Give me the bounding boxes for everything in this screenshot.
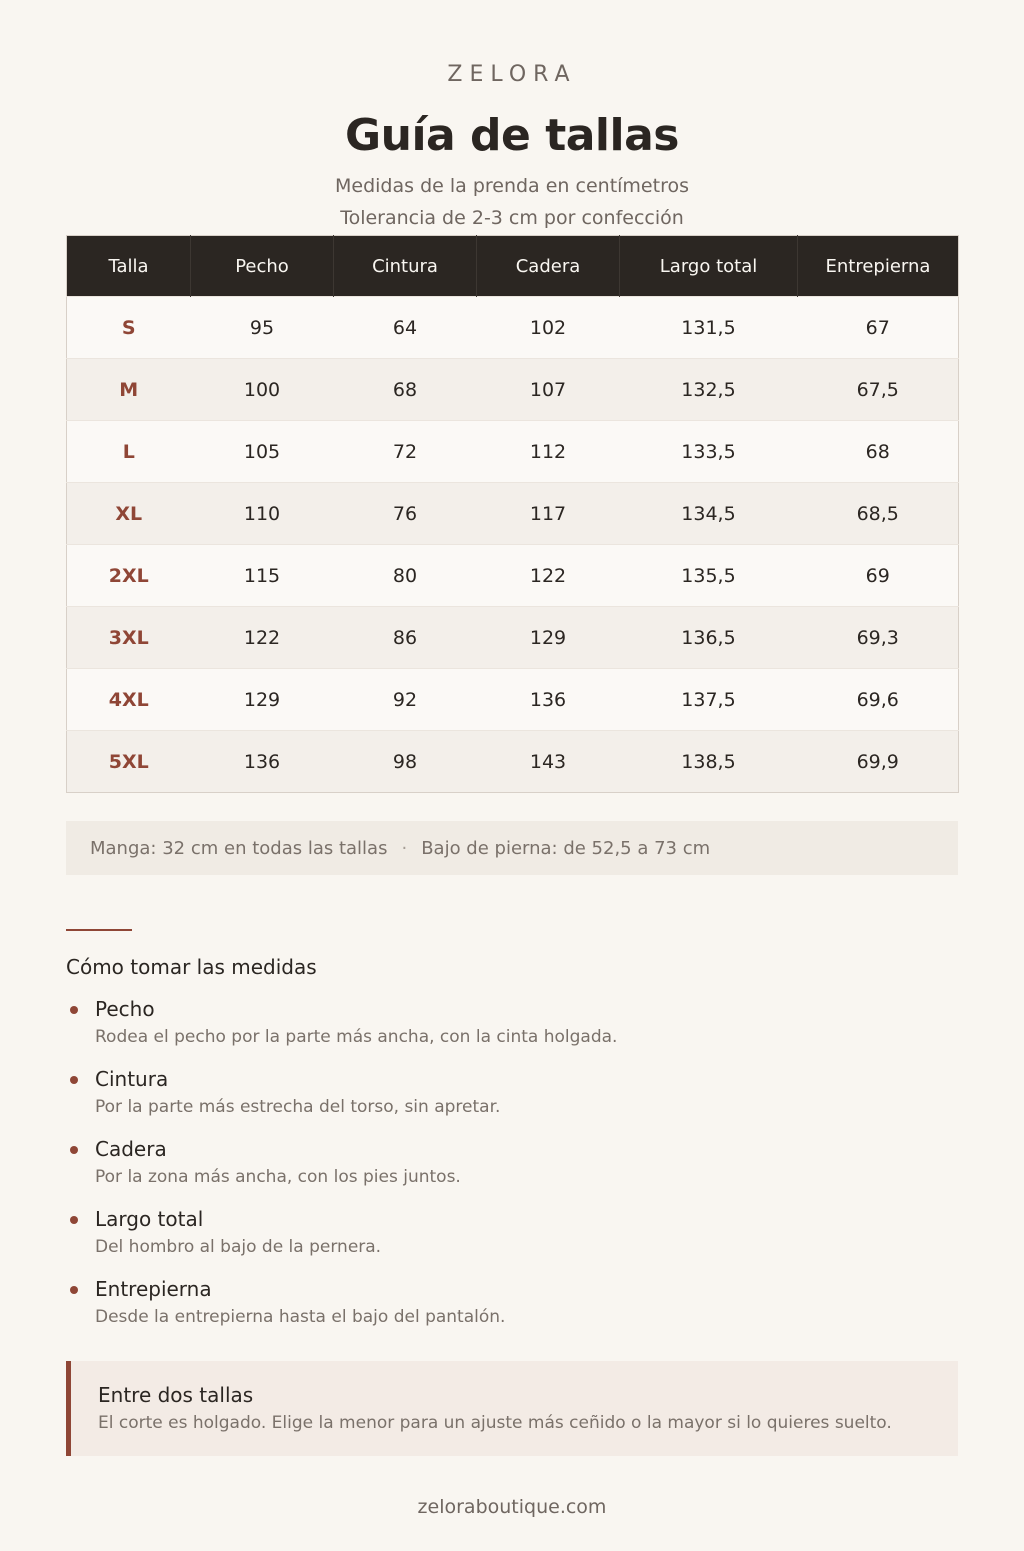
list-item	[66, 997, 958, 1067]
step-description: Rodea el pecho por la parte más ancha, con la cinta holgada.	[95, 1027, 618, 1047]
table-row	[67, 297, 959, 359]
sleeve-note: Manga: 32 cm en todas las tallas	[90, 837, 388, 859]
subtitle-units: Medidas de la prenda en centímetros	[335, 175, 689, 197]
size-table	[66, 235, 959, 793]
table-row	[67, 545, 959, 607]
brand-name: ZELORA	[447, 62, 577, 87]
section-divider	[66, 929, 132, 931]
header-largo-total: Largo total	[620, 236, 798, 297]
table-cell: 102	[477, 297, 620, 359]
table-cell: 86	[334, 607, 477, 669]
table-cell: 115	[191, 545, 334, 607]
list-item	[66, 1137, 958, 1207]
page-title: Guía de tallas	[345, 110, 679, 161]
table-cell: 129	[191, 669, 334, 731]
bullet-icon	[70, 1076, 78, 1084]
table-cell: 122	[477, 545, 620, 607]
table-cell: 135,5	[620, 545, 798, 607]
table-cell: 112	[477, 421, 620, 483]
bullet-icon	[70, 1216, 78, 1224]
table-cell: 69,6	[798, 669, 959, 731]
table-cell: 129	[477, 607, 620, 669]
note-separator: ·	[401, 837, 408, 859]
footer-website[interactable]: zeloraboutique.com	[417, 1496, 607, 1518]
table-cell: 122	[191, 607, 334, 669]
callout-text: El corte es holgado. Elige la menor para un ajuste más ceñido o la mayor si lo quieres suelto.	[98, 1413, 892, 1433]
table-cell: 138,5	[620, 731, 798, 793]
step-description: Por la parte más estrecha del torso, sin apretar.	[95, 1097, 501, 1117]
bullet-icon	[70, 1006, 78, 1014]
howto-title: Cómo tomar las medidas	[66, 955, 317, 979]
step-title: Cintura	[95, 1067, 169, 1091]
table-cell: 80	[334, 545, 477, 607]
howto-list	[66, 997, 958, 1347]
table-header-row	[67, 236, 959, 297]
table-cell: 92	[334, 669, 477, 731]
table-cell: 143	[477, 731, 620, 793]
table-cell: 64	[334, 297, 477, 359]
table-cell: 76	[334, 483, 477, 545]
table-cell: 68,5	[798, 483, 959, 545]
step-title: Largo total	[95, 1207, 204, 1231]
size-cell: 2XL	[67, 545, 191, 607]
table-row	[67, 421, 959, 483]
list-item	[66, 1067, 958, 1137]
table-cell: 137,5	[620, 669, 798, 731]
callout-title: Entre dos tallas	[98, 1383, 254, 1407]
size-cell: M	[67, 359, 191, 421]
list-item	[66, 1207, 958, 1277]
step-description: Desde la entrepierna hasta el bajo del pantalón.	[95, 1307, 506, 1327]
table-row	[67, 483, 959, 545]
table-cell: 107	[477, 359, 620, 421]
table-cell: 69,3	[798, 607, 959, 669]
table-cell: 69,9	[798, 731, 959, 793]
table-cell: 136,5	[620, 607, 798, 669]
size-cell: L	[67, 421, 191, 483]
table-row	[67, 359, 959, 421]
table-cell: 72	[334, 421, 477, 483]
bullet-icon	[70, 1146, 78, 1154]
step-title: Entrepierna	[95, 1277, 212, 1301]
table-cell: 105	[191, 421, 334, 483]
table-cell: 131,5	[620, 297, 798, 359]
table-cell: 69	[798, 545, 959, 607]
size-cell: 3XL	[67, 607, 191, 669]
table-cell: 67,5	[798, 359, 959, 421]
size-cell: 4XL	[67, 669, 191, 731]
header-cintura: Cintura	[334, 236, 477, 297]
size-cell: XL	[67, 483, 191, 545]
table-cell: 134,5	[620, 483, 798, 545]
between-sizes-callout	[66, 1361, 958, 1456]
list-item	[66, 1277, 958, 1347]
table-row	[67, 669, 959, 731]
header-talla: Talla	[67, 236, 191, 297]
table-cell: 95	[191, 297, 334, 359]
bullet-icon	[70, 1286, 78, 1294]
measurement-note	[66, 821, 958, 875]
table-row	[67, 731, 959, 793]
table-cell: 68	[334, 359, 477, 421]
table-cell: 110	[191, 483, 334, 545]
step-title: Cadera	[95, 1137, 167, 1161]
header-pecho: Pecho	[191, 236, 334, 297]
step-description: Del hombro al bajo de la pernera.	[95, 1237, 382, 1257]
table-cell: 98	[334, 731, 477, 793]
subtitle-tolerance: Tolerancia de 2-3 cm por confección	[340, 207, 684, 229]
table-cell: 136	[191, 731, 334, 793]
size-cell: S	[67, 297, 191, 359]
header-entrepierna: Entrepierna	[798, 236, 959, 297]
table-cell: 68	[798, 421, 959, 483]
table-cell: 136	[477, 669, 620, 731]
header-cadera: Cadera	[477, 236, 620, 297]
table-cell: 67	[798, 297, 959, 359]
step-description: Por la zona más ancha, con los pies juntos.	[95, 1167, 461, 1187]
hem-note: Bajo de pierna: de 52,5 a 73 cm	[421, 837, 711, 859]
table-row	[67, 607, 959, 669]
table-cell: 117	[477, 483, 620, 545]
table-cell: 132,5	[620, 359, 798, 421]
table-cell: 133,5	[620, 421, 798, 483]
size-cell: 5XL	[67, 731, 191, 793]
step-title: Pecho	[95, 997, 155, 1021]
table-cell: 100	[191, 359, 334, 421]
